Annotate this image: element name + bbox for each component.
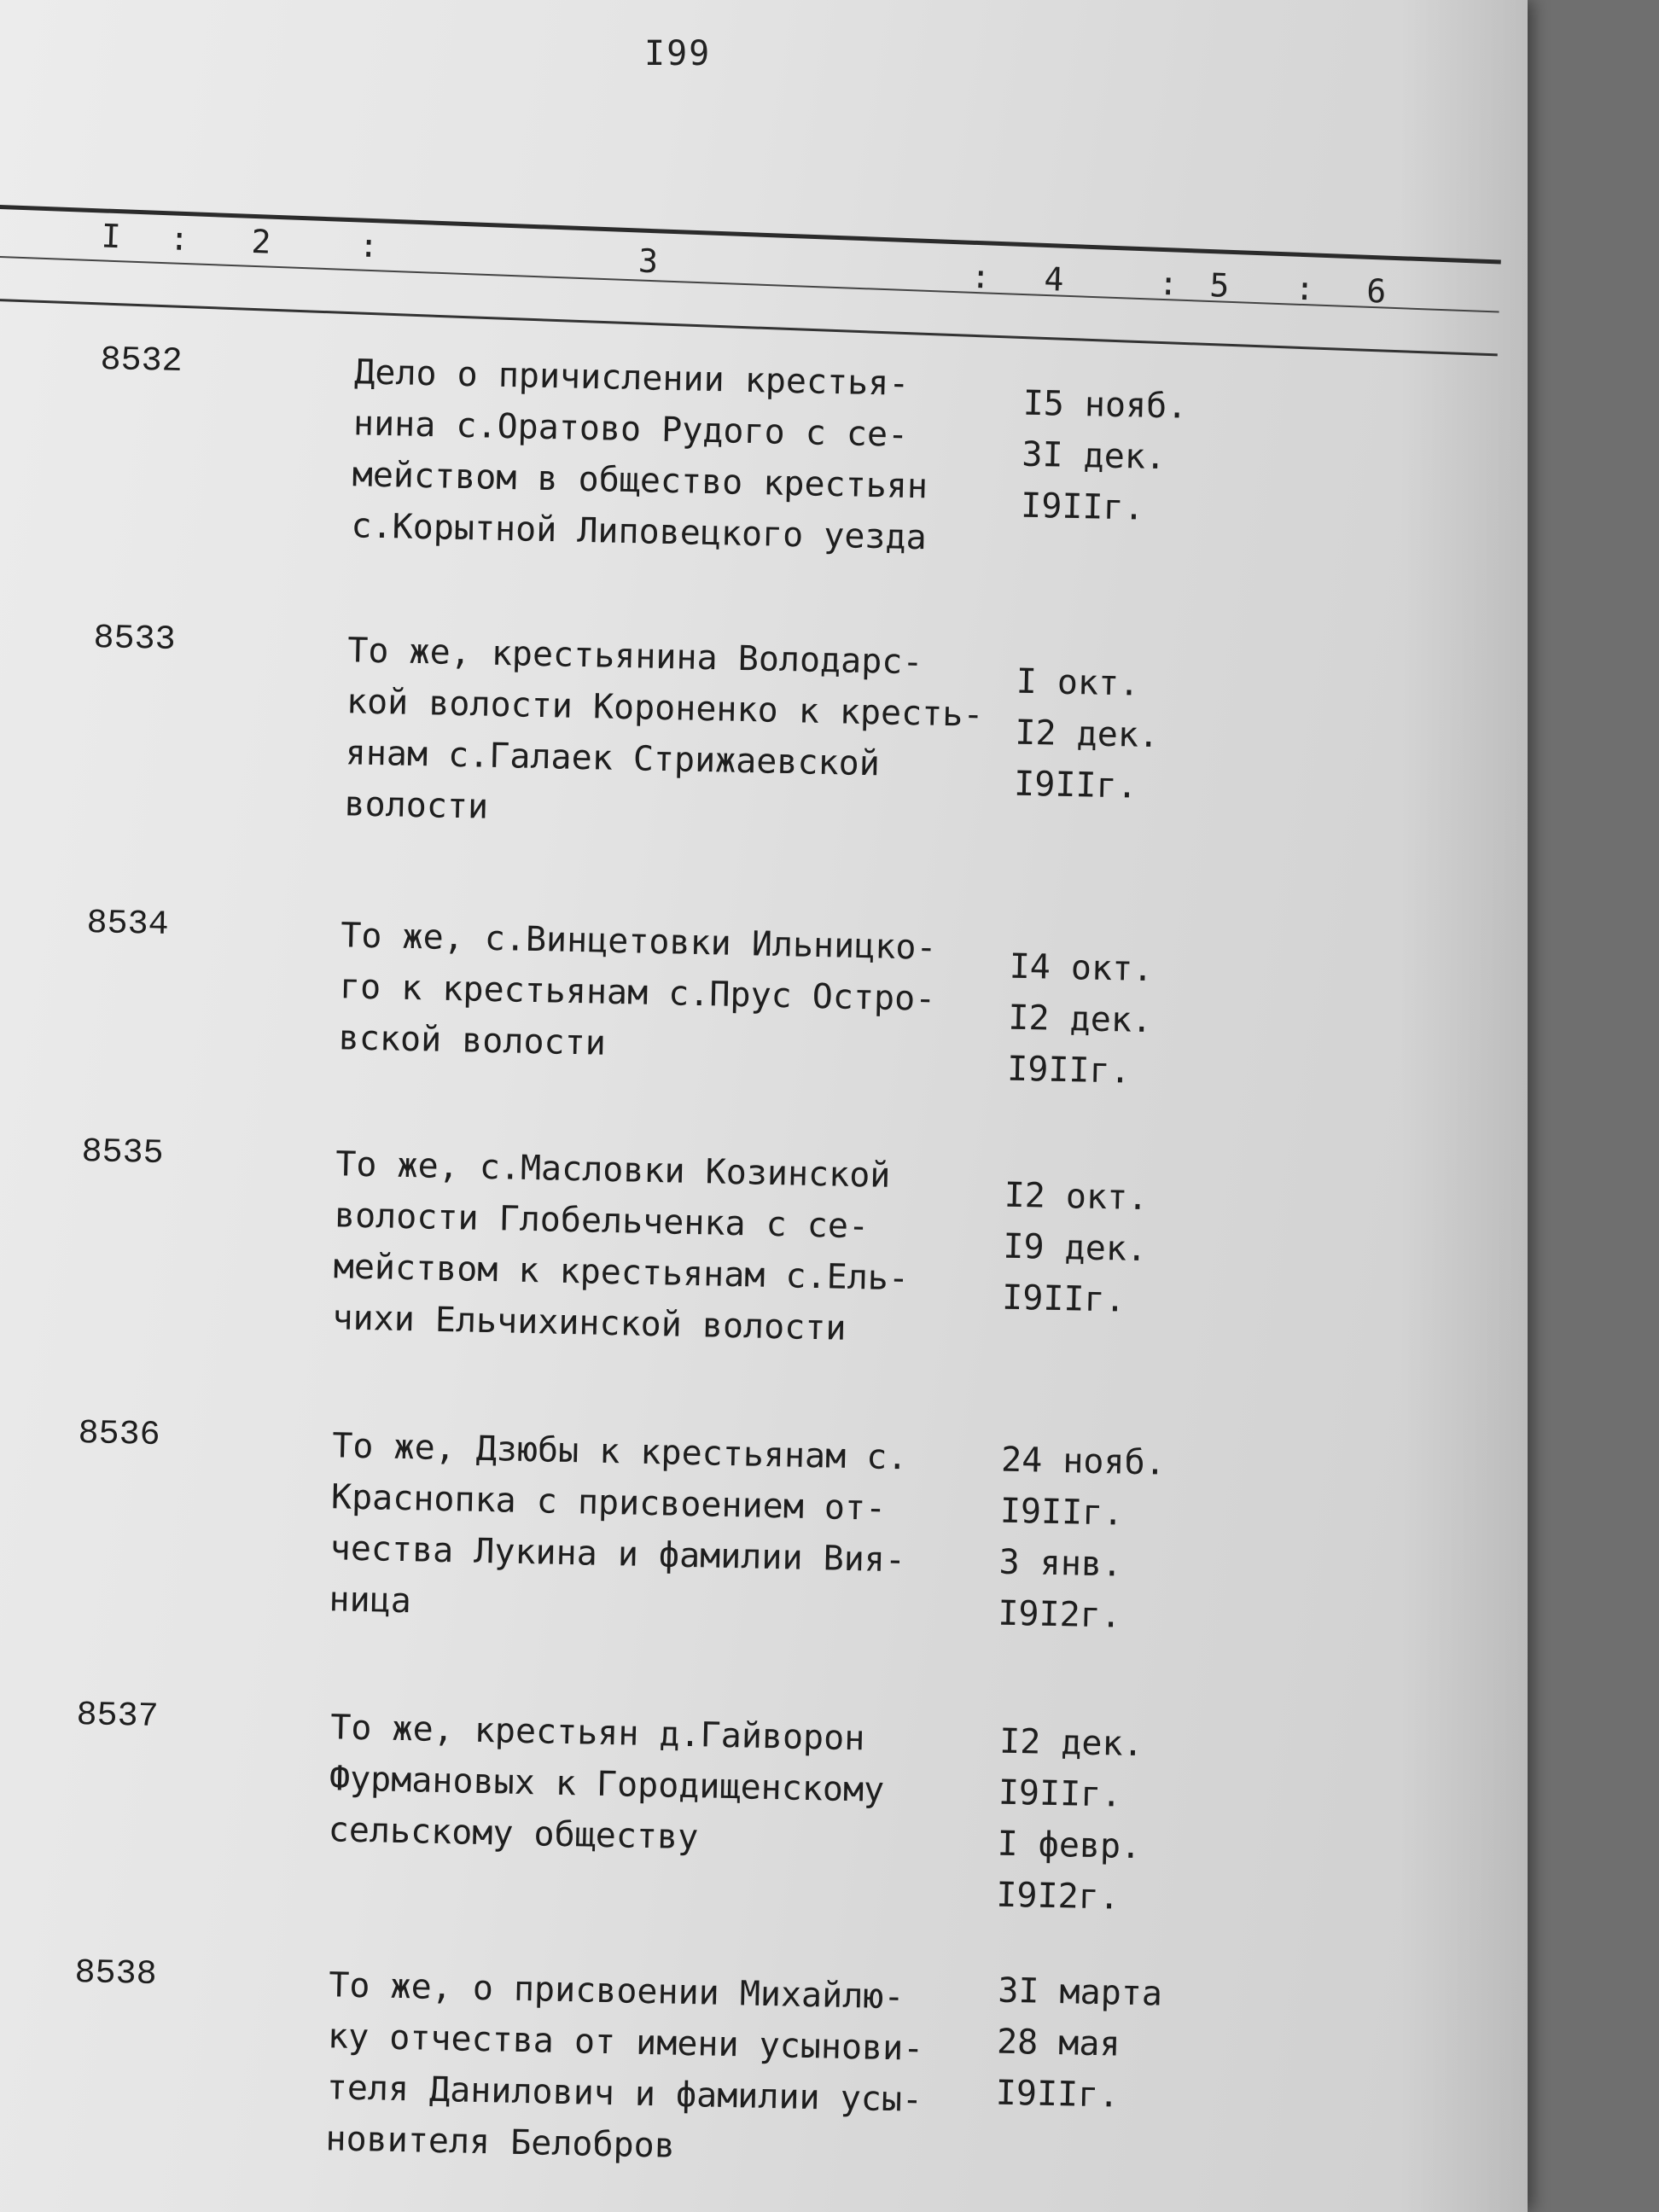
entry-number: 8535 (81, 1133, 164, 1174)
entry-description (351, 346, 1004, 565)
description-line: вской волости (338, 1018, 607, 1063)
inventory-entry (81, 1133, 1277, 1348)
column-separator: : (969, 257, 992, 296)
description-line: То же, о присвоении Михайлю- (328, 1965, 905, 2017)
description-line: ница (329, 1580, 412, 1621)
description-line: теля Данилович и фамилии усы- (326, 2068, 923, 2120)
entry-dates (1014, 656, 1231, 814)
entry-number: 8532 (100, 341, 183, 382)
description-line: чихи Ельчихинской волости (332, 1298, 847, 1348)
column-head-3: 3 (637, 242, 659, 281)
entry-dates (1002, 1170, 1219, 1328)
date-line: I9IIг. (1013, 764, 1138, 806)
entry-dates (998, 1435, 1215, 1644)
entry-dates (995, 1965, 1212, 2123)
entry-dates (1007, 941, 1224, 1099)
inventory-entry (78, 1415, 1273, 1636)
date-line: 24 нояб. (1000, 1440, 1167, 1483)
date-line: I9IIг. (995, 2073, 1120, 2116)
entry-dates (1021, 378, 1237, 536)
date-line: I окт. (1016, 661, 1140, 704)
entry-description (338, 910, 990, 1077)
description-line: мейством к крестьянам с.Ель- (333, 1247, 910, 1299)
entry-description (329, 1420, 981, 1639)
entry-number: 8537 (76, 1697, 159, 1738)
description-line: волости (344, 784, 489, 827)
date-line: I5 нояб. (1022, 383, 1188, 427)
date-line: I2 дек. (1007, 998, 1153, 1041)
description-line: мейством в общество крестьян (352, 455, 928, 507)
description-line: ку отчества от имени усынови- (327, 2017, 924, 2069)
date-line: I9I2г. (997, 1593, 1122, 1636)
description-line: Краснопка с присвоением от- (330, 1477, 887, 1528)
entry-number: 8534 (86, 905, 169, 946)
entry-description (332, 1138, 985, 1357)
date-line: I9I2г. (995, 1875, 1121, 1918)
date-line: I9IIг. (1020, 486, 1145, 528)
column-head-6: 6 (1365, 271, 1388, 311)
entry-description (328, 1702, 980, 1869)
column-head-5: 5 (1208, 266, 1231, 305)
column-head-1: I (100, 217, 122, 256)
inventory-entry (100, 341, 1295, 558)
page-number: I99 (644, 34, 712, 73)
date-line: I2 дек. (1014, 713, 1160, 756)
description-line: чества Лукина и фамилии Вия- (329, 1528, 906, 1580)
date-line: 28 мая (996, 2022, 1121, 2064)
date-line: I9IIг. (1006, 1049, 1132, 1091)
date-line: I9 дек. (1002, 1226, 1148, 1270)
description-line: сельскому обществу (328, 1810, 699, 1858)
date-line: I2 дек. (998, 1721, 1144, 1765)
description-line: Фурмановых к Городищенскому (329, 1759, 885, 1810)
description-line: го к крестьянам с.Прус Остро- (339, 967, 936, 1019)
description-line: новителя Белобров (325, 2119, 676, 2166)
entry-description (344, 625, 997, 843)
entry-description (325, 1959, 978, 2178)
date-line: 3I дек. (1021, 434, 1167, 478)
column-separator: : (168, 219, 190, 259)
description-line: То же, с.Винцетовки Ильницко- (340, 916, 938, 968)
column-separator: : (1294, 269, 1316, 308)
inventory-entry (93, 620, 1289, 827)
description-line: То же, с.Масловки Козинской (335, 1144, 891, 1196)
date-line: 3 янв. (998, 1542, 1123, 1585)
date-line: I9IIг. (998, 1773, 1122, 1815)
description-line: янам с.Галаек Стрижаевской (345, 733, 881, 784)
inventory-entry (86, 905, 1282, 1091)
entry-number: 8538 (74, 1954, 157, 1995)
description-line: То же, Дзюбы к крестьянам с. (331, 1426, 908, 1478)
entry-number: 8533 (93, 620, 176, 661)
entry-number: 8536 (78, 1415, 160, 1456)
date-line: I2 окт. (1004, 1175, 1149, 1219)
description-line: кой волости Короненко к кресть- (346, 682, 984, 735)
date-line: I февр. (997, 1824, 1142, 1867)
date-line: I9IIг. (999, 1491, 1124, 1534)
description-line: волости Глобельченка с се- (334, 1196, 870, 1247)
date-line: I4 окт. (1009, 946, 1154, 990)
description-line: То же, крестьянина Володарс- (346, 631, 923, 683)
date-line: I9IIг. (1001, 1278, 1126, 1320)
date-line: 3I марта (997, 1970, 1163, 2014)
description-line: Дело о причислении крестья- (353, 352, 910, 404)
column-separator: : (358, 226, 380, 265)
column-head-2: 2 (250, 222, 272, 261)
inventory-entry (76, 1697, 1272, 1918)
description-line: нина с.Оратово Рудого с се- (352, 404, 909, 455)
description-line: То же, крестьян д.Гайворон (329, 1708, 865, 1759)
column-head-4: 4 (1043, 259, 1065, 299)
description-line: с.Корытной Липовецкого уезда (351, 506, 928, 558)
column-separator: : (1157, 264, 1179, 303)
entry-dates (996, 1716, 1214, 1925)
inventory-entry (74, 1954, 1270, 2166)
